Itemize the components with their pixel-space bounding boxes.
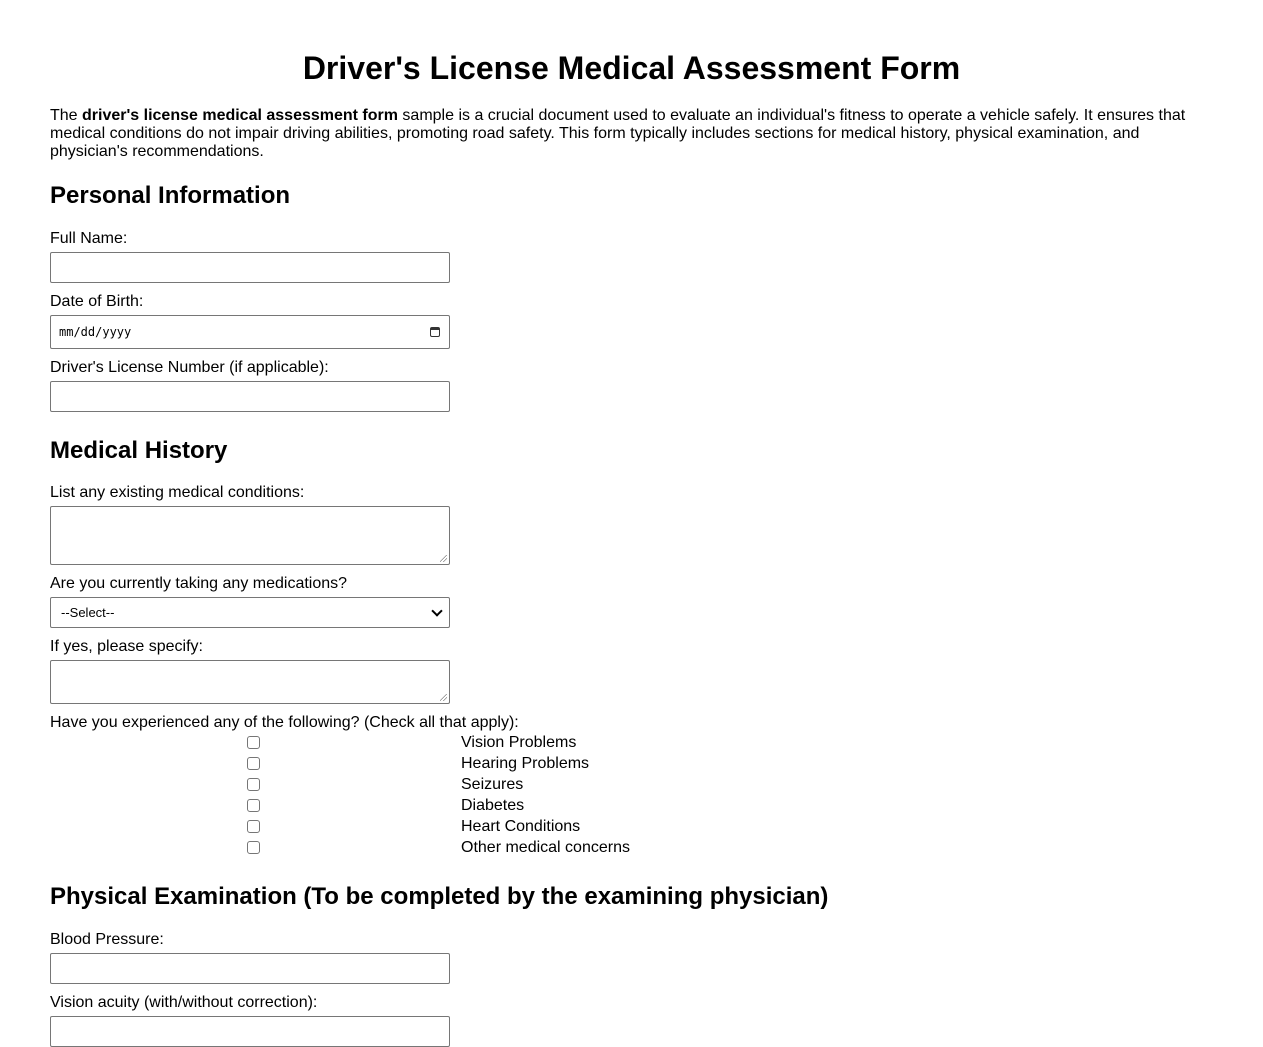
checkbox-label: Diabetes [461, 797, 525, 814]
full-name-input[interactable] [50, 252, 450, 283]
specify-medications-textarea[interactable] [50, 660, 450, 704]
chevron-down-icon [431, 605, 442, 616]
checkbox-label: Heart Conditions [461, 818, 581, 835]
checkbox-row-heart-conditions [50, 817, 750, 838]
intro-paragraph [50, 107, 1200, 161]
medications-label: Are you currently taking any medications? [50, 575, 348, 592]
resize-grip-icon[interactable] [440, 694, 447, 701]
checkbox-row-hearing-problems [50, 754, 750, 775]
medications-selected-value: --Select-- [61, 605, 115, 620]
section-heading-medical-history: Medical History [50, 437, 228, 464]
checkbox-row-vision-problems [50, 733, 750, 754]
checkbox-row-other-medical-concerns [50, 838, 750, 859]
checkbox-vision-problems[interactable] [247, 736, 260, 749]
medical-conditions-textarea[interactable] [50, 506, 450, 565]
checkbox-heart-conditions[interactable] [247, 820, 260, 833]
checkbox-hearing-problems[interactable] [247, 757, 260, 770]
full-name-label: Full Name: [50, 230, 128, 247]
checkbox-diabetes[interactable] [247, 799, 260, 812]
medical-conditions-label: List any existing medical conditions: [50, 484, 305, 501]
calendar-icon[interactable] [430, 327, 440, 337]
vision-acuity-input[interactable] [50, 1016, 450, 1047]
checkbox-label: Seizures [461, 776, 524, 793]
intro-bold: driver's license medical assessment form [82, 107, 398, 124]
checkbox-other-medical-concerns[interactable] [247, 841, 260, 854]
blood-pressure-label: Blood Pressure: [50, 931, 164, 948]
checkbox-row-seizures [50, 775, 750, 796]
date-of-birth-input[interactable] [50, 315, 450, 349]
license-number-input[interactable] [50, 381, 450, 412]
checkbox-seizures[interactable] [247, 778, 260, 791]
checkbox-label: Hearing Problems [461, 755, 590, 772]
medications-select[interactable] [50, 597, 450, 628]
specify-medications-label: If yes, please specify: [50, 638, 203, 655]
checkbox-label: Other medical concerns [461, 839, 630, 856]
date-of-birth-label: Date of Birth: [50, 293, 144, 310]
page-title: Driver's License Medical Assessment Form [302, 50, 961, 86]
section-heading-personal-information: Personal Information [50, 182, 291, 209]
checkbox-row-diabetes [50, 796, 750, 817]
intro-prefix: The [50, 107, 83, 124]
vision-acuity-label: Vision acuity (with/without correction): [50, 994, 318, 1011]
checkbox-label: Vision Problems [461, 734, 577, 751]
blood-pressure-input[interactable] [50, 953, 450, 984]
date-placeholder: mm/dd/yyyy [59, 325, 132, 339]
intro-suffix: sample is a crucial document used to evaluate an individual's fitness to operate a vehicle safely. It ensures that medical conditions do not impair driving abilities, promoting road safety. This form typically includes sections for medical history, physical examination, and physician's recommendations. [50, 107, 1186, 160]
experienced-conditions-label: Have you experienced any of the following? (Check all that apply): [50, 714, 519, 731]
resize-grip-icon[interactable] [440, 555, 447, 562]
section-heading-physical-examination: Physical Examination (To be completed by the examining physician) [50, 883, 829, 910]
license-number-label: Driver's License Number (if applicable): [50, 359, 329, 376]
